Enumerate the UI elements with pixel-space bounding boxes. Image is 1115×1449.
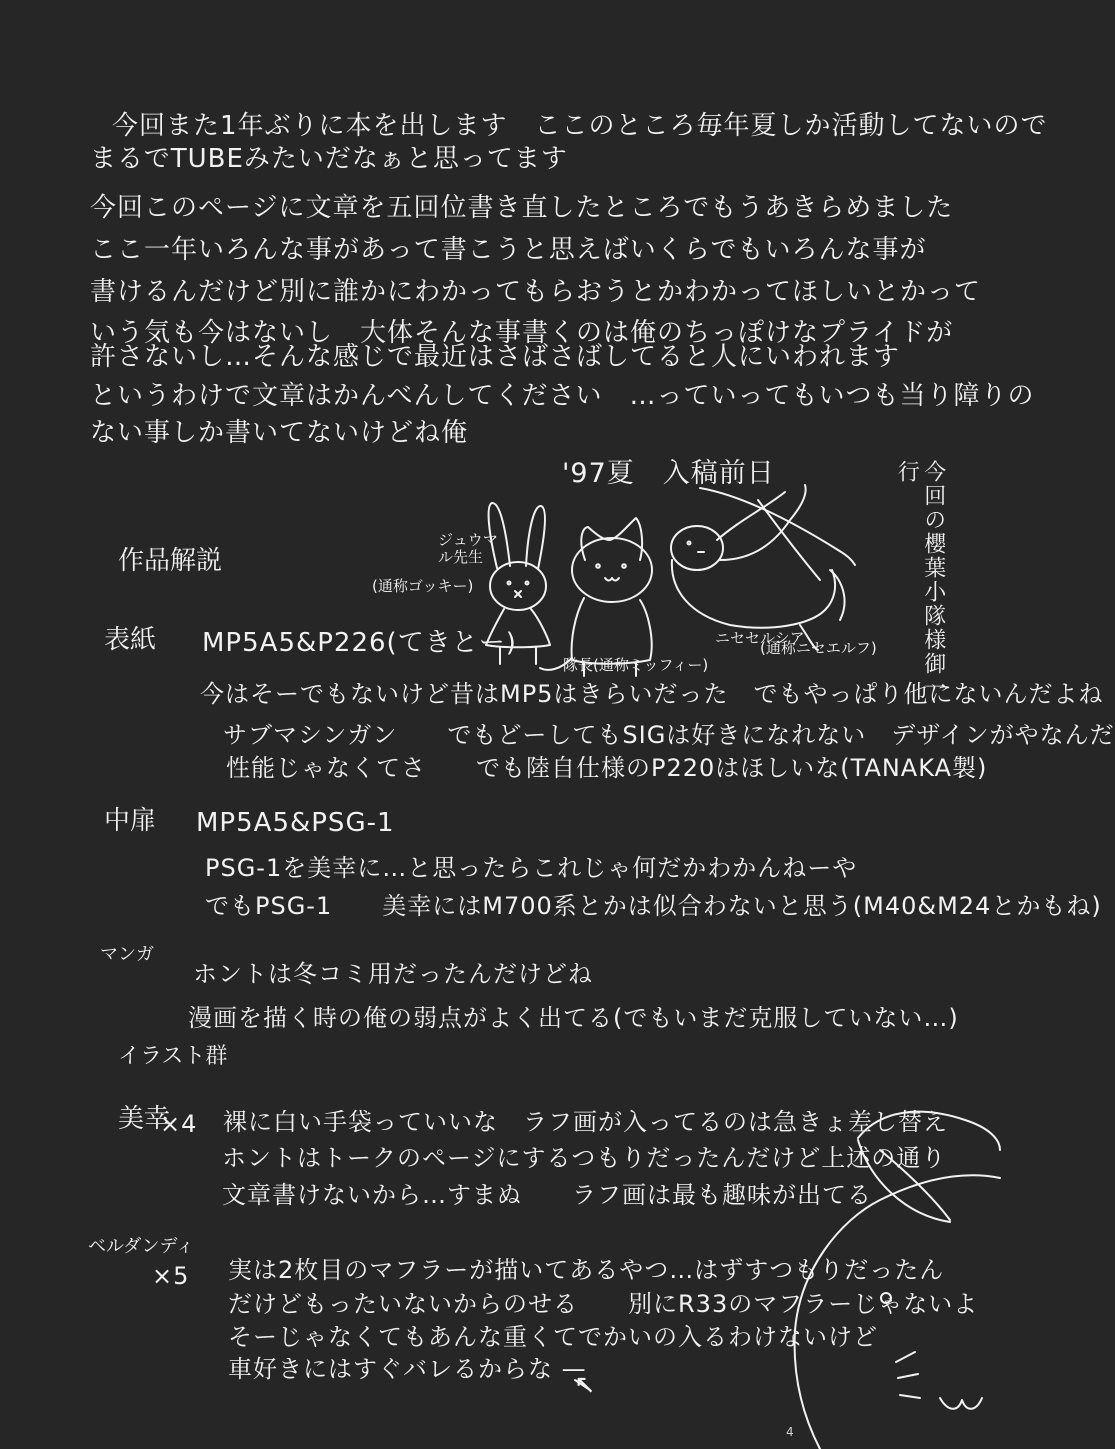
belldandy-line-2: だけどもったいないからのせる 別にR33のマフラーじゃないよ [228, 1290, 979, 1318]
belldandy-line-1: 実は2枚目のマフラーが描いてあるやつ…はずすつもりだったん [228, 1256, 945, 1284]
works-heading: 作品解説 [118, 546, 223, 576]
belldandy-line-4: 車好きにはすぐバレるからな — [228, 1355, 587, 1383]
cover-title: MP5A5&P226(てきとー) [202, 628, 517, 658]
miyuki-line-3: 文章書けないから…すまぬ ラフ画は最も趣味が出てる [222, 1181, 872, 1209]
belldandy-line-3: そーじゃなくてもあんな重くてでかいの入るわけないけど [228, 1323, 878, 1351]
miyuki-line-1: 裸に白い手袋っていいな ラフ画が入ってるのは急きょ差し替え [223, 1108, 948, 1136]
manga-line-1: ホントは冬コミ用だったんだけどね [193, 960, 593, 988]
intro-line-9: ない事しか書いてないけどね俺 [90, 418, 469, 448]
vertical-note: 今回の櫻葉小隊様御一行 [894, 460, 946, 700]
intro-line-6: いう気も今はないし 大体そんな事書くのは俺のちっぽけなプライドが [90, 318, 954, 348]
cover-line-3: 性能じゃなくてさ でも陸自仕様のP220はほしいな(TANAKA製) [226, 754, 988, 782]
miyuki-line-2: ホントはトークのページにするつもりだったんだけど上述の通り [222, 1144, 947, 1172]
arrow-mark: ↖ [574, 1370, 597, 1400]
cat-name: 隊長(通称ミッフィー) [563, 656, 709, 674]
manga-line-2: 漫画を描く時の俺の弱点がよく出てる(でもいまだ克服していない…) [188, 1004, 959, 1032]
miyuki-count: ×4 [160, 1110, 198, 1138]
intro-line-3: 今回このページに文章を五回位書き直したところでもうあきらめました [90, 193, 954, 223]
manga-label: マンガ [100, 944, 154, 965]
belldandy-count: ×5 [152, 1262, 190, 1290]
cat-doodle [540, 518, 652, 676]
miyuki-label: 美幸 [118, 1104, 171, 1134]
intro-line-5: 書けるんだけど別に誰かにわかってもらおうとかわかってほしいとかって [90, 277, 982, 307]
page-number: 4 [786, 1425, 794, 1439]
sloth-name: ニセセルシア [715, 629, 805, 647]
sloth-alias: (通称ニセエルフ) [760, 639, 877, 657]
center-line-2: でもPSG-1 美幸にはM700系とかは似合わないと思う(M40&M24とかもね) [205, 892, 1102, 920]
rabbit-name: ジュウマル先生 [438, 531, 498, 567]
center-title: MP5A5&PSG-1 [196, 808, 395, 838]
cover-line-1: 今はそーでもないけど昔はMP5はきらいだった でもやっぱり他にないんだよね [200, 680, 1104, 708]
intro-line-8: というわけで文章はかんべんしてください …っていってもいつも当り障りの [90, 381, 1035, 411]
illust-heading: イラスト群 [118, 1044, 228, 1069]
cover-line-2: サブマシンガン でもどーしてもSIGは好きになれない デザインがやなんだ [223, 721, 1115, 749]
intro-line-1: 今回また1年ぶりに本を出します ここのところ毎年夏しか活動してないので [112, 111, 1048, 141]
center-line-1: PSG-1を美幸に…と思ったらこれじゃ何だかわかんねーや [205, 854, 858, 882]
date-note: '97夏 入稿前日 [562, 458, 775, 489]
belldandy-label: ベルダンディ [88, 1236, 195, 1257]
cover-label: 表紙 [104, 625, 157, 655]
rabbit-alias: (通称ゴッキー) [372, 577, 474, 595]
intro-line-7: 許さないし…そんな感じで最近はさばさばしてると人にいわれます [90, 342, 901, 372]
intro-line-2: まるでTUBEみたいだなぁと思ってます [90, 144, 568, 174]
intro-line-4: ここ一年いろんな事があって書こうと思えばいくらでもいろんな事が [90, 235, 927, 265]
sloth-doodle [671, 485, 855, 650]
center-label: 中扉 [104, 806, 157, 836]
